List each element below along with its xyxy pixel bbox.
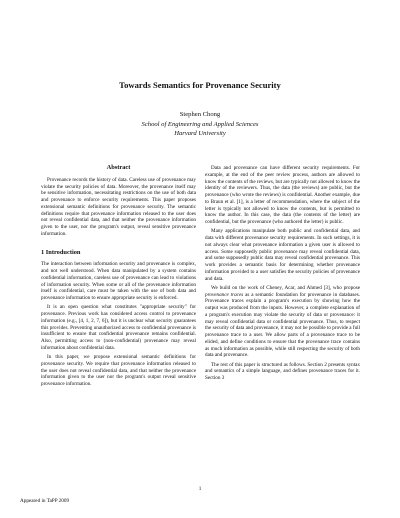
right-paragraph-3 xyxy=(205,285,360,359)
left-column xyxy=(41,165,196,390)
p3-text-after: as a semantic foundation for provenance in databases. Provenance traces explain a program's execution by showing how the output was produced from the inputs. However, a complete explanation of a program's execution may violate the security of data or provenance: it may reveal confidential data or confidential provenance. Thus, to respect the security of data and provenance, it may not be possible to provide a full provenance trace to a user. We allow parts of a provenance trace to be elided, and define conditions to ensure that the provenance trace contains as much information as possible, while still respecting the security of both data and provenance. xyxy=(205,291,360,359)
intro-paragraph-2: It is an open question what constitutes "appropriate security" for provenance. Previous work has considered access control to provenance information (e.g., [4, 1, 2, 7, 6]), but it is unclear what security guarantees this provides. Preventing unauthorized access to confidential provenance is insufficient to ensure that confidential provenance remains confidential. Also, permitting access to (non-confidential) provenance may reveal information about confidential data. xyxy=(41,304,196,351)
right-paragraph-4: The rest of this paper is structured as follows. Section 2 presents syntax and semantics of a simple language, and defines provenance traces for it. Section 3 xyxy=(205,361,360,381)
abstract-text: Provenance records the history of data. Careless use of provenance may violate the security policies of data. Moreover, the provenance itself may be sensitive information, necessitating restrictions on the use of both data and provenance to enforce security requirements. This paper proposes extensional semantic definitions for provenance security. The semantic definitions require that provenance information released to the user does not reveal confidential data, and that neither the provenance information given to the user, nor the program's output, reveal sensitive provenance information. xyxy=(41,176,196,237)
intro-paragraph-1: The interaction between information security and provenance is complex, and not well understood. When data manipulated by a system contains confidential information, careless use of provenance can lead to violations of information security. When some or all of the provenance information itself is confidential, care must be taken with the use of both data and provenance information to ensure appropriate security is enforced. xyxy=(41,261,196,301)
p3-emphasis: provenance traces xyxy=(205,291,244,298)
paper-title: Towards Semantics for Provenance Security xyxy=(119,80,281,90)
right-column xyxy=(205,165,360,384)
intro-paragraph-3: In this paper, we propose extensional semantic definitions for provenance security. We require that provenance information released to the user does not reveal confidential data, and that neither the provenance information given to the user nor the program's output reveal sensitive provenance information. xyxy=(41,354,196,387)
venue-footer: Appeared in TaPP 2009 xyxy=(20,498,70,504)
affiliation-university: Harvard University xyxy=(174,130,226,138)
right-paragraph-1: Data and provenance can have different security requirements. For example, at the end of the peer review process, authors are allowed to know the contents of the reviews, but are typically not allowed to know the identity of the reviewers. Thus, the data (the reviews) are public, but the provenance (who wrote the reviews) is confidential. Another example, due to Braun et al. [1], is a letter of recommendation, where the subject of the letter is typically not allowed to know the contents, but is permitted to know the author. In this case, the data (the contents of the letter) are confidential, but the provenance (who authored the letter) is public. xyxy=(205,165,360,225)
p3-text-before: We build on the work of Cheney, Acar, and Ahmed [3], who propose xyxy=(211,284,360,291)
page-number: 1 xyxy=(198,486,202,492)
affiliation-school: School of Engineering and Applied Sciences xyxy=(141,120,259,128)
author-name: Stephen Chong xyxy=(179,111,221,118)
introduction-heading: 1 Introduction xyxy=(41,248,81,256)
right-paragraph-2: Many applications manipulate both public and confidential data, and data with different provenance security requirements. In such settings, it is not always clear what provenance information a given user is allowed to access. Some supposedly public provenance may reveal confidential data, and some supposedly public data may reveal confidential provenance. This work provides a semantic basis for determining whether provenance information provided to a user satisfies the security policies of provenance and data. xyxy=(205,228,360,282)
author-block xyxy=(0,110,400,139)
abstract-heading: Abstract xyxy=(106,164,131,171)
